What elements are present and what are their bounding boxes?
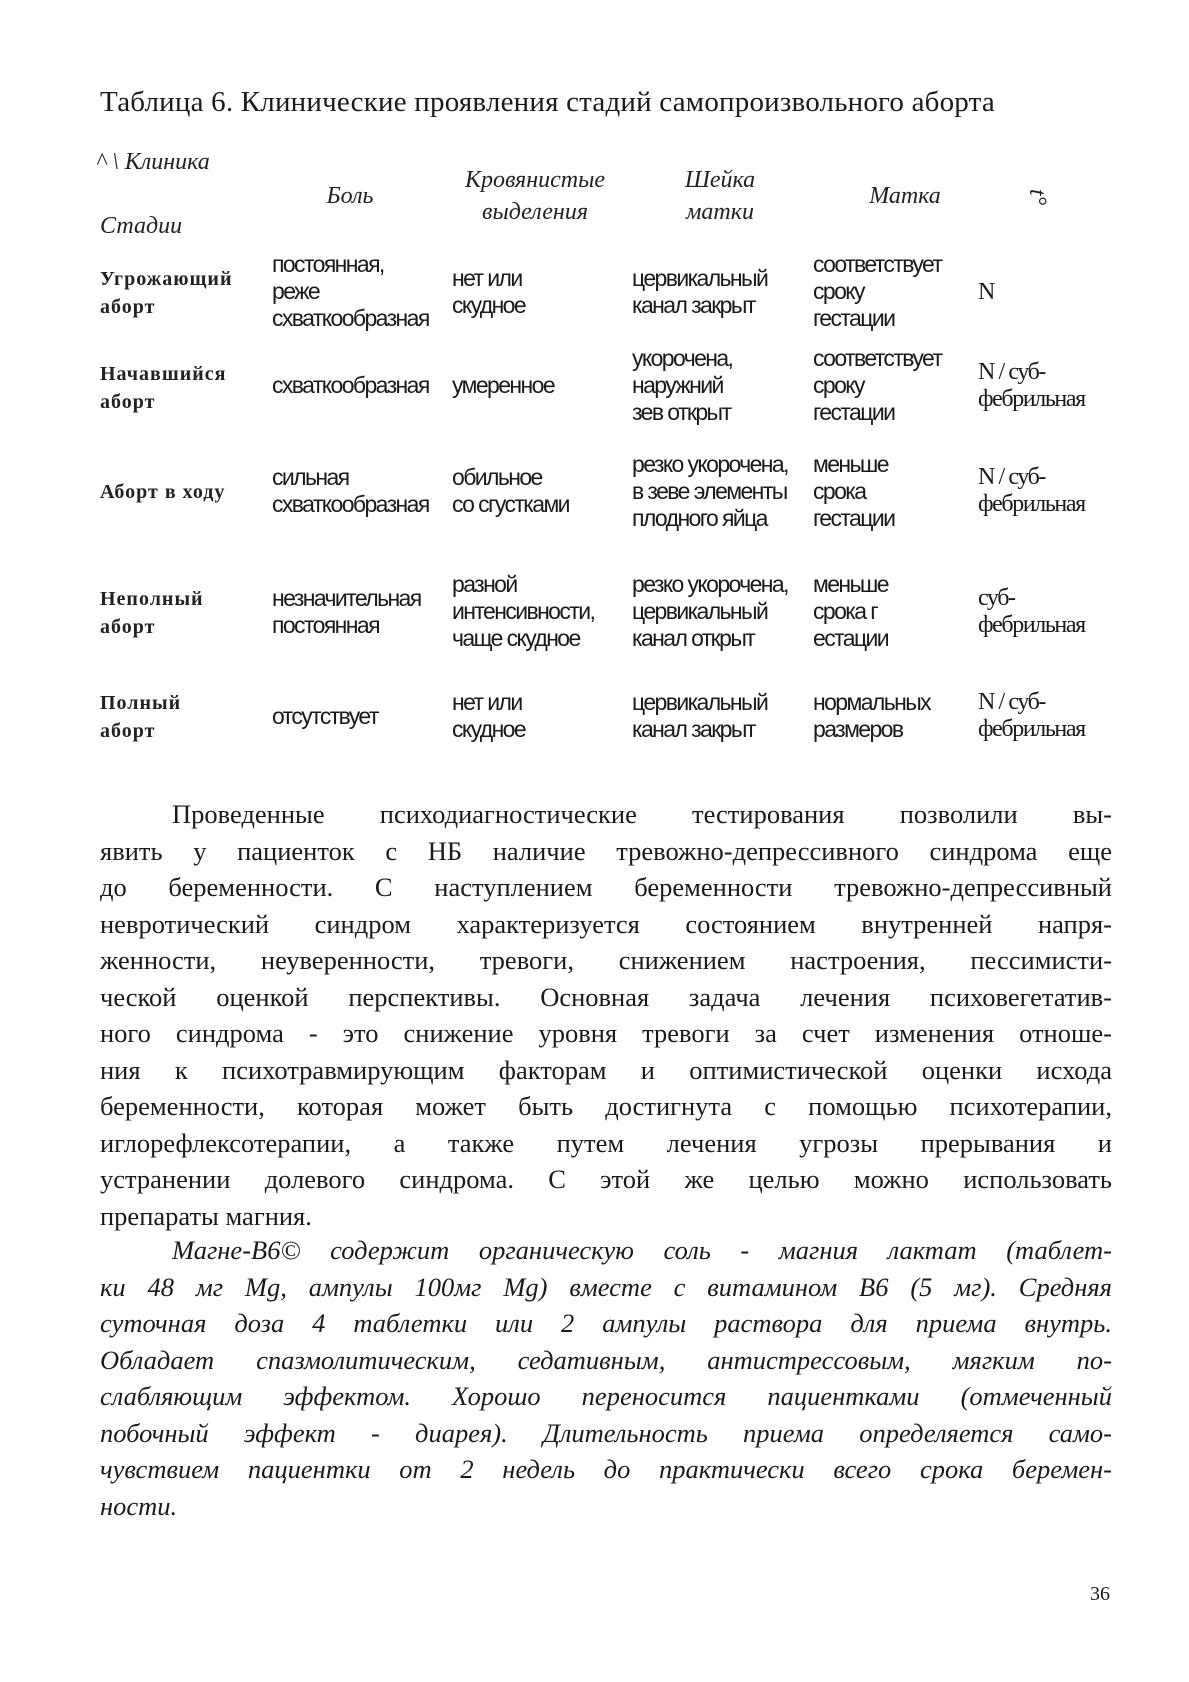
cell-bleeding: обильное со сгустками [452, 464, 569, 517]
cell-cervix: цервикальный канал закрыт [632, 265, 768, 318]
cell-temperature: суб- фебрильная [978, 585, 1085, 638]
table-caption: Таблица 6. Клинические проявления стадий самопроизвольного аборта [100, 86, 995, 118]
row-stage: Аборт в ходу [100, 481, 226, 503]
cell-temperature: N / суб- фебрильная [978, 464, 1085, 517]
text-line: устранении долевого синдрома. С этой же целью можно использовать [100, 1164, 1112, 1194]
header-cervix: Шейка матки [684, 167, 756, 225]
row-stage: Полный аборт [100, 692, 182, 742]
cell-bleeding: нет или скудное [452, 689, 526, 742]
header-clinic: ^ \ Клиника [96, 149, 210, 175]
row-stage: Угрожающий аборт [100, 268, 233, 318]
text-line: ческой оценкой перспективы. Основная задача лечения психовегетатив- [100, 981, 1112, 1012]
text-line: Магне-В6© содержит органическую соль - магния лактат (таблет- [172, 1235, 1112, 1265]
cell-cervix: резко укорочена, цервикальный канал открыт [632, 571, 788, 651]
paragraph-magne-b6 [100, 1232, 1112, 1524]
text-line: слабляющим эффектом. Хорошо переносится пациентками (отмеченный [100, 1381, 1112, 1411]
cell-uterus: нормальных размеров [813, 689, 931, 742]
header-bleeding: Кровянистые выделения [465, 167, 605, 225]
text-line: побочный эффект - диарея). Длительность приема определяется само- [100, 1417, 1112, 1448]
cell-uterus: соответствует сроку гестации [813, 345, 942, 425]
paragraph-psychodiagnostics [100, 796, 1112, 1234]
cell-cervix: укорочена, наружний зев открыт [632, 345, 733, 425]
cell-cervix: резко укорочена, в зеве элементы плодного яйца [632, 451, 788, 531]
text-line: ки 48 мг Mg, ампулы 100мг Mg) вместе с витамином В6 (5 мг). Средняя [100, 1271, 1112, 1302]
text-line: невротический синдром характеризуется состоянием внутренней напря- [100, 908, 1112, 939]
text-line: до беременности. С наступлением беременности тревожно-депрессивный [100, 872, 1112, 902]
text-line: чувствием пациентки от 2 недель до практически всего срока беремен- [100, 1454, 1112, 1484]
cell-cervix: цервикальный канал закрыт [632, 689, 768, 742]
cell-uterus: меньше срока г естации [813, 571, 889, 651]
cell-bleeding: разной интенсивности, чаще скудное [452, 571, 595, 651]
cell-temperature: N [978, 279, 994, 305]
text-line: ности. [100, 1490, 178, 1521]
cell-pain: постоянная, реже схваткообразная [272, 251, 429, 331]
header-temperature: t° [1024, 189, 1050, 206]
row-stage: Начавшийся аборт [100, 363, 227, 413]
page-number: 36 [1090, 1583, 1110, 1605]
cell-uterus: соответствует сроку гестации [813, 251, 942, 331]
text-line: иглорефлексотерапии, а также путем лечения угрозы прерывания и [100, 1127, 1112, 1158]
text-line: препараты магния. [100, 1200, 312, 1231]
text-line: ния к психотравмирующим факторам и оптимистической оценки исхода [100, 1054, 1112, 1085]
cell-pain: сильная схваткообразная [272, 464, 429, 517]
cell-pain: схваткообразная [272, 372, 429, 398]
text-line: Проведенные психодиагностические тестирования позволили вы- [172, 799, 1112, 829]
cell-bleeding: умеренное [452, 372, 555, 398]
header-uterus: Матка [869, 183, 941, 209]
cell-bleeding: нет или скудное [452, 265, 526, 318]
header-stages: Стадии [100, 213, 183, 239]
cell-pain: отсутствует [272, 703, 378, 729]
text-line: женности, неуверенности, тревоги, снижением настроения, пессимисти- [100, 945, 1112, 975]
text-line: Обладает спазмолитическим, седативным, антистрессовым, мягким по- [100, 1344, 1112, 1375]
cell-temperature: N / суб- фебрильная [978, 359, 1085, 412]
text-line: явить у пациенток с НБ наличие тревожно-депрессивного синдрома еще [100, 835, 1112, 866]
header-pain: Боль [326, 183, 374, 209]
text-line: ного синдрома - это снижение уровня тревоги за счет изменения отноше- [100, 1018, 1112, 1048]
cell-temperature: N / суб- фебрильная [978, 689, 1085, 742]
cell-pain: незначительная постоянная [272, 585, 421, 638]
cell-uterus: меньше срока гестации [813, 451, 895, 531]
row-stage: Неполный аборт [100, 588, 204, 638]
text-line: беременности, которая может быть достигнута с помощью психотерапии, [100, 1091, 1112, 1121]
text-line: суточная доза 4 таблетки или 2 ампулы раствора для приема внутрь. [100, 1308, 1112, 1338]
